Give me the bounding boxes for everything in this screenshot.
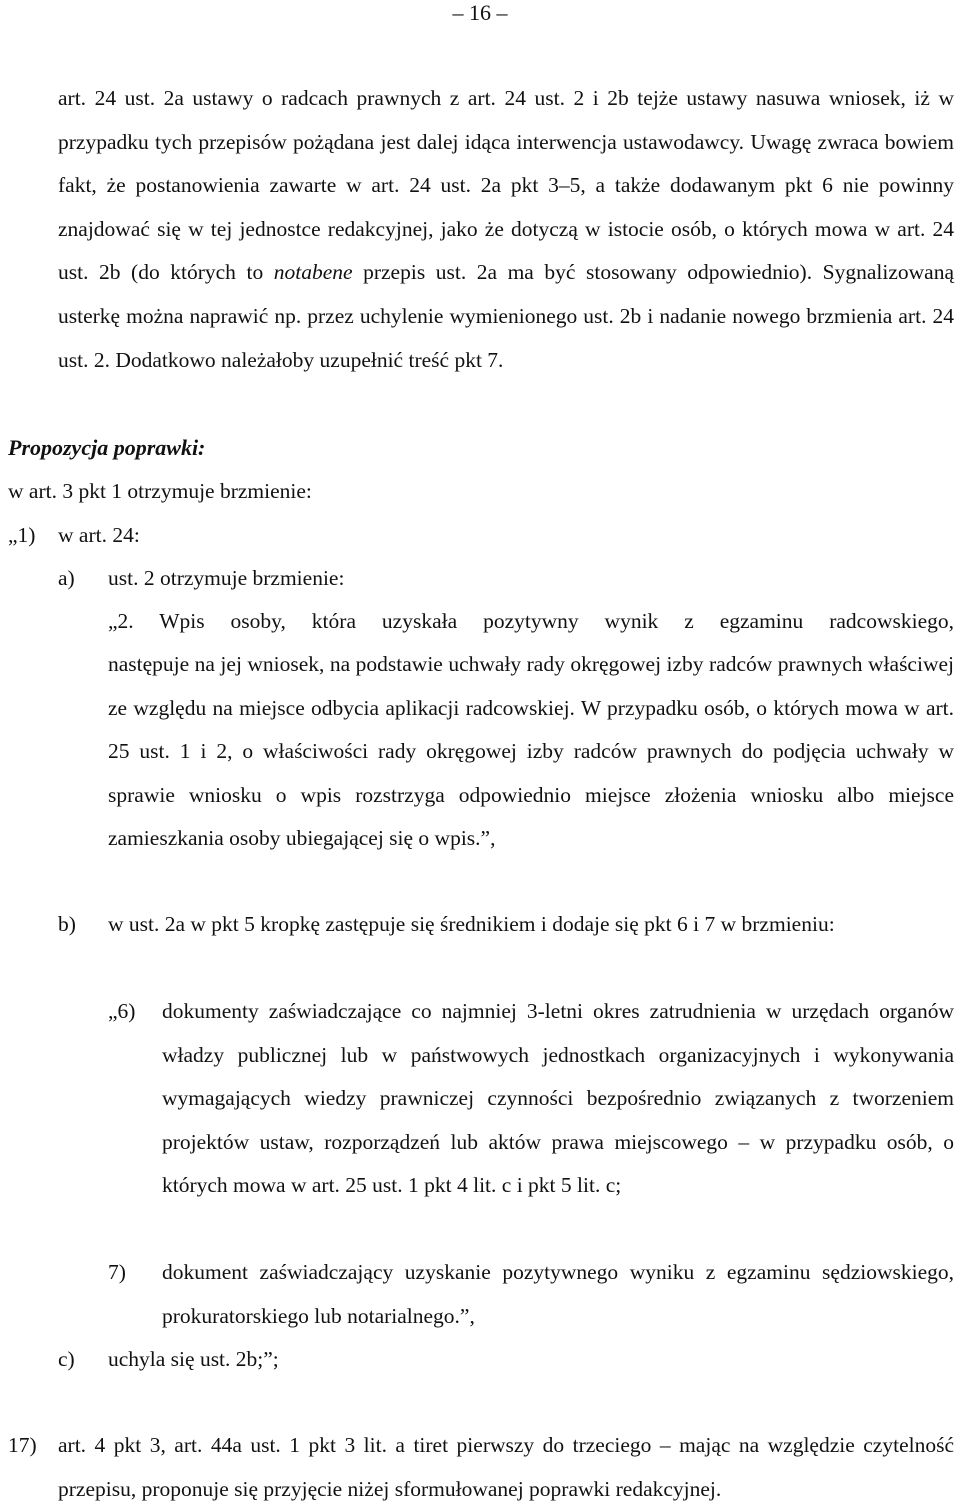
intro-text-2: przepis ust. 2a ma być stosowany odpowiednio). Sygnalizowaną usterkę można naprawić np. przez uchylenie wymienionego ust. 2b i nadanie nowego brzmienia art. 24 ust. 2. Dodatkowo należałoby uzupełnić treść pkt 7. — [58, 260, 954, 372]
subpoint-b-text: w ust. 2a w pkt 5 kropkę zastępuje się średnikiem i dodaje się pkt 6 i 7 w brzmieniu: — [108, 912, 835, 936]
intro-paragraph — [58, 77, 954, 382]
subpoint-a-text: ust. 2 otrzymuje brzmienie: — [108, 566, 345, 590]
subpoint-a-label: a) — [58, 566, 75, 590]
intro-text-1: art. 24 ust. 2a ustawy o radcach prawnych z art. 24 ust. 2 i 2b tejże ustawy nasuwa wniosek, iż w przypadku tych przepisów pożądana jest dalej idąca interwencja ustawodawcy. Uwagę zwraca bowiem fakt, że postanowienia zawarte w art. 24 ust. 2a pkt 3–5, a także dodawanym pkt 6 nie powinny znajdować się w tej jednostce redakcyjnej, jako że dotyczą w istocie osób, o których mowa w art. 24 ust. 2b (do których to — [58, 86, 954, 285]
quote-2-first-line: „2. Wpis osoby, która uzyskała pozytywny wynik z egzaminu radcowskiego, — [108, 609, 954, 633]
item-6-text: dokumenty zaświadczające co najmniej 3-letni okres zatrudnienia w urzędach organów władzy publicznej lub w państwowych jednostkach organizacyjnych i wykonywania wymagających wiedzy prawniczej czynności bezpośrednio związanych z tworzeniem projektów ustaw, rozporządzeń lub aktów prawa miejscowego – w przypadku osób, o których mowa w art. 25 ust. 1 pkt 4 lit. c i pkt 5 lit. c; — [162, 999, 954, 1197]
intro-italic-term: notabene — [273, 260, 353, 285]
page-number: – 16 – — [452, 0, 508, 25]
item-7-text: dokument zaświadczający uzyskanie pozytywnego wyniku z egzaminu sędziowskiego, prokuratorskiego lub notarialnego.”, — [162, 1260, 954, 1328]
amendment-heading: Propozycja poprawki: — [8, 435, 206, 460]
subpoint-c-text: uchyla się ust. 2b;”; — [108, 1347, 279, 1371]
item-17-label: 17) — [8, 1433, 37, 1457]
quote-2-body: następuje na jej wniosek, na podstawie uchwały rady okręgowej izby radców prawnych właściwej ze względu na miejsce odbycia aplikacji radcowskiej. W przypadku osób, o których mowa w art. 25 ust. 1 i 2, o właściwości rady okręgowej izby radców prawnych do podjęcia uchwały w sprawie wniosku o wpis rozstrzyga odpowiednio miejsce złożenia wniosku albo miejsce zamieszkania osoby ubiegającej się o wpis.”, — [108, 652, 954, 851]
subpoint-c-label: c) — [58, 1347, 75, 1371]
item-6-label: „6) — [108, 999, 136, 1023]
point-1-label: „1) — [8, 523, 36, 547]
point-1-text: w art. 24: — [58, 523, 140, 547]
item-17-text: art. 4 pkt 3, art. 44a ust. 1 pkt 3 lit. a tiret pierwszy do trzeciego – mając na względzie czytelność przepisu, proponuje się przyjęcie niżej sformułowanej poprawki redakcyjnej. — [58, 1433, 954, 1501]
subpoint-b-label: b) — [58, 912, 76, 936]
amendment-intro: w art. 3 pkt 1 otrzymuje brzmienie: — [8, 479, 312, 503]
item-7-label: 7) — [108, 1260, 126, 1284]
